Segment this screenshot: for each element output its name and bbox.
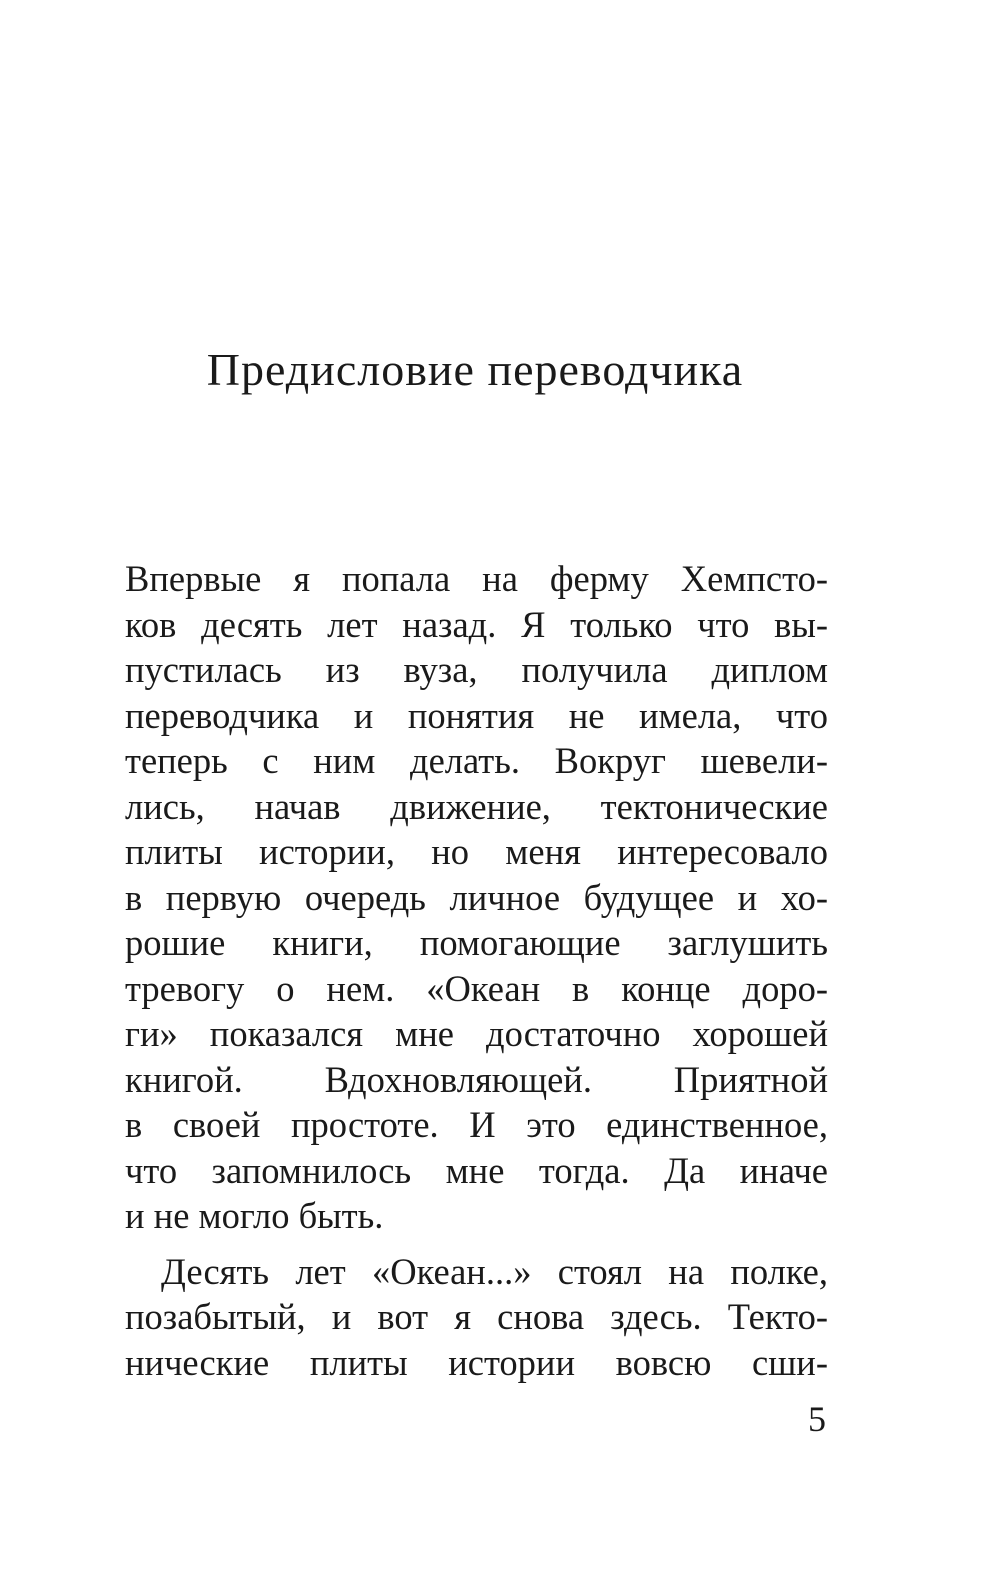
chapter-title: Предисловие переводчика [206,344,744,395]
text-line: что запомнилось мне тогда. Да иначе [125,1149,828,1191]
text-line: ги» показался мне достаточно хорошей [125,1013,828,1054]
paragraph-1 [125,556,828,1239]
text-line: в первую очередь личное будущее и хо- [125,876,828,918]
text-line: Десять лет «Океан...» стоял на полке, [161,1250,828,1292]
paragraph-2 [125,1249,828,1386]
page-number: 5 [808,1399,826,1439]
text-line: тревогу о нем. «Океан в конце доро- [125,967,828,1009]
text-line: позабытый, и вот я снова здесь. Текто- [125,1296,828,1337]
text-line: Впервые я попала на ферму Хемпсто- [125,558,828,599]
text-line: и не могло быть. [125,1195,384,1236]
text-line: лись, начав движение, тектонические [125,785,828,827]
text-line: теперь с ним делать. Вокруг шевели- [125,740,828,781]
text-line: нические плиты истории вовсю сши- [125,1341,828,1383]
text-line: плиты истории, но меня интересовало [125,831,828,872]
text-line: книгой. Вдохновляющей. Приятной [125,1058,828,1100]
text-line: ков десять лет назад. Я только что вы- [125,603,828,645]
text-line: пустилась из вуза, получила диплом [125,649,828,690]
text-line: в своей простоте. И это единственное, [125,1104,828,1145]
text-line: рошие книги, помогающие заглушить [125,922,828,963]
text-line: переводчика и понятия не имела, что [125,694,828,736]
body-text [125,556,828,1385]
